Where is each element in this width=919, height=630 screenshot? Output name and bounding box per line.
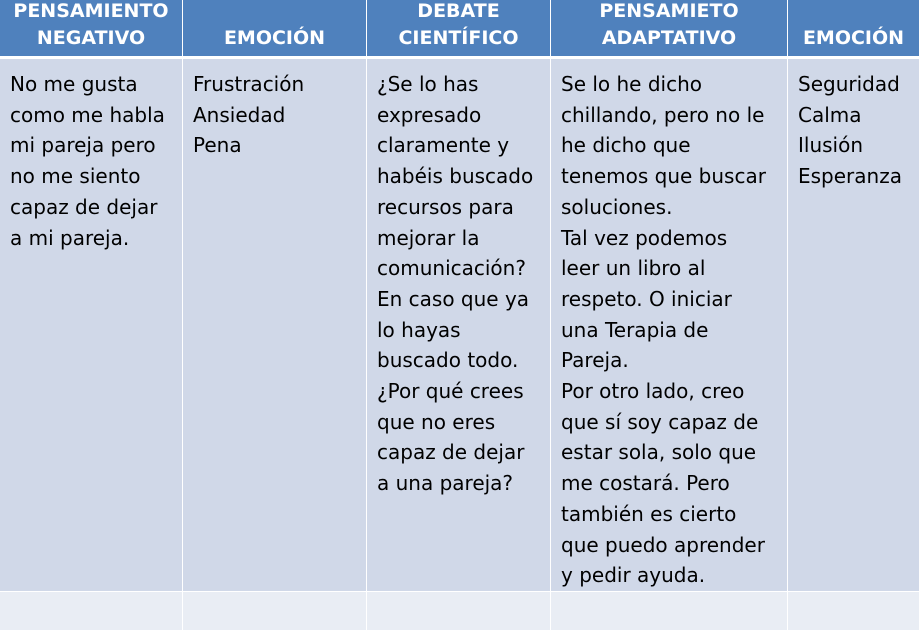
cell-pensamiento-adaptativo: Se lo he dicho chillando, pero no le he dicho que tenemos que buscar soluciones. Tal vez podemos leer un libro al respeto. O iniciar una Terapia de Pareja. Por otro lado, creo que sí soy capaz de estar sola, solo que me costará. Pero también es cierto que puedo aprender y pedir ayuda. bbox=[551, 59, 788, 592]
cell-emocion-final: Seguridad Calma Ilusión Esperanza bbox=[788, 59, 919, 592]
header-pensamiento-adaptativo: PENSAMIETO ADAPTATIVO bbox=[551, 0, 788, 59]
empty-cell bbox=[788, 592, 919, 630]
empty-cell bbox=[0, 592, 183, 630]
cell-debate-cientifico: ¿Se lo has expresado claramente y habéis buscado recursos para mejorar la comunicación? En caso que ya lo hayas buscado todo. ¿Por qué crees que no eres capaz de dejar a una pareja? bbox=[367, 59, 551, 592]
empty-cell bbox=[367, 592, 551, 630]
cell-pensamiento-negativo: No me gusta como me habla mi pareja pero no me siento capaz de dejar a mi pareja. bbox=[0, 59, 183, 592]
header-pensamiento-negativo: PENSAMIENTO NEGATIVO bbox=[0, 0, 183, 59]
header-debate-cientifico: DEBATE CIENTÍFICO bbox=[367, 0, 551, 59]
header-emocion: EMOCIÓN bbox=[183, 0, 367, 59]
empty-cell bbox=[551, 592, 788, 630]
header-emocion-final: EMOCIÓN bbox=[788, 0, 919, 59]
cell-emocion: Frustración Ansiedad Pena bbox=[183, 59, 367, 592]
empty-cell bbox=[183, 592, 367, 630]
